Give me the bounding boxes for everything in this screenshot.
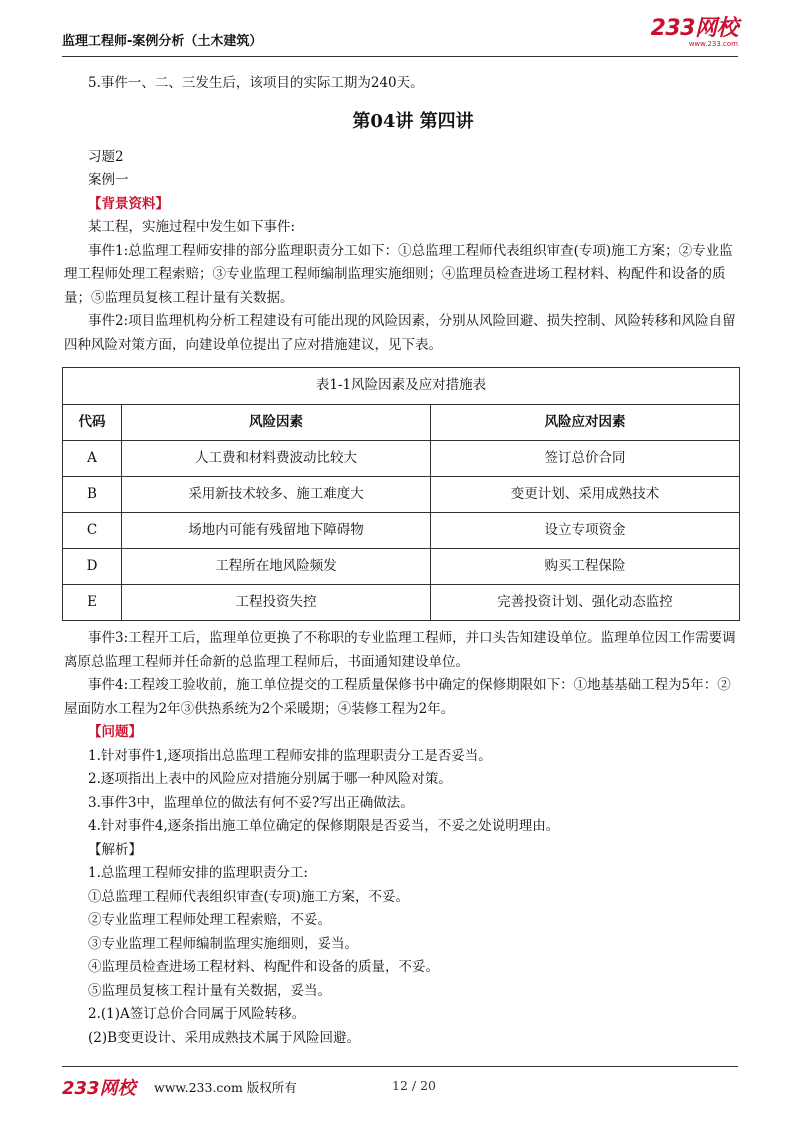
footer-divider [62, 1066, 738, 1067]
background-tag: 【背景资料】 [88, 195, 169, 212]
document-title: 监理工程师-案例分析（土木建筑） [62, 34, 263, 49]
logo-text: 233网校 [650, 16, 738, 41]
page-footer [62, 1068, 738, 1098]
event-3: 事件3:工程开工后，监理单位更换了不称职的专业监理工程师，并口头告知建设单位。监理单位因工作需要调离原总监理工程师并任命新的总监理工程师后，书面通知建设单位。 [64, 630, 736, 670]
cell-code: E [63, 585, 122, 621]
answer-2: 2.(1)A签订总价合同属于风险转移。 [88, 1006, 306, 1022]
cell-risk: 工程所在地风险频发 [122, 549, 431, 585]
logo-url: www.233.com [688, 40, 738, 48]
analysis-tag: 【解析】 [88, 841, 142, 858]
cell-code: C [63, 513, 122, 549]
answer-1-1: ①总监理工程师代表组织审查(专项)施工方案，不妥。 [88, 888, 410, 905]
exercise-label: 习题2 [88, 148, 124, 165]
table-row [63, 585, 740, 621]
cell-response: 完善投资计划、强化动态监控 [431, 585, 740, 621]
table-row [63, 549, 740, 585]
question-1: 1.针对事件1,逐项指出总监理工程师安排的监理职责分工是否妥当。 [88, 747, 492, 764]
page-content [64, 72, 738, 1050]
table-caption: 表1-1风险因素及应对措施表 [63, 368, 740, 405]
paragraph-intro: 某工程，实施过程中发生如下事件: [88, 219, 296, 235]
question-4: 4.针对事件4,逐条指出施工单位确定的保修期限是否妥当，不妥之处说明理由。 [88, 818, 560, 834]
footer-logo: 233网校 [62, 1078, 136, 1099]
cell-response: 设立专项资金 [431, 513, 740, 549]
cell-code: D [63, 549, 122, 585]
table-header-row [63, 405, 740, 441]
cell-response: 变更计划、采用成熟技术 [431, 477, 740, 513]
table-row [63, 513, 740, 549]
question-3: 3.事件3中，监理单位的做法有何不妥?写出正确做法。 [88, 794, 414, 811]
cell-risk: 采用新技术较多、施工难度大 [122, 477, 431, 513]
header-code: 代码 [63, 405, 122, 441]
event-1: 事件1:总监理工程师安排的部分监理职责分工如下：①总监理工程师代表组织审查(专项)施工方案；②专业监理工程师处理工程索赔；③专业监理工程师编制监理实施细则；④监理员检查进场工程材料、构配件和设备的质量；⑤监理员复核工程计量有关数据。 [64, 242, 733, 306]
answer-1-2: ②专业监理工程师处理工程索赔，不妥。 [88, 912, 331, 928]
brand-logo [651, 18, 738, 48]
cell-risk: 场地内可能有残留地下障碍物 [122, 513, 431, 549]
footer-copyright: www.233.com 版权所有 [154, 1080, 297, 1095]
cell-code: B [63, 477, 122, 513]
table-row [63, 441, 740, 477]
header-divider [62, 56, 738, 57]
header-response: 风险应对因素 [431, 405, 740, 441]
question-2: 2.逐项指出上表中的风险应对措施分别属于哪一种风险对策。 [88, 771, 452, 787]
event-4: 事件4:工程竣工验收前，施工单位提交的工程质量保修书中确定的保修期限如下：①地基基础工程为5年：②屋面防水工程为2年③供热系统为2个采暖期；④装修工程为2年。 [64, 677, 731, 717]
cell-response: 购买工程保险 [431, 549, 740, 585]
risk-table [62, 367, 740, 621]
cell-risk: 人工费和材料费波动比较大 [122, 441, 431, 477]
cell-risk: 工程投资失控 [122, 585, 431, 621]
intro-line: 5.事件一、二、三发生后，该项目的实际工期为240天。 [88, 75, 424, 91]
lecture-heading: 第04讲 第四讲 [352, 110, 474, 132]
cell-response: 签订总价合同 [431, 441, 740, 477]
page-header [62, 18, 738, 54]
answer-1: 1.总监理工程师安排的监理职责分工: [88, 865, 308, 881]
answer-1-5: ⑤监理员复核工程计量有关数据，妥当。 [88, 982, 331, 999]
header-risk-factor: 风险因素 [122, 405, 431, 441]
event-2: 事件2:项目监理机构分析工程建设有可能出现的风险因素，分别从风险回避、损失控制、风险转移和风险自留四种风险对策方面，向建设单位提出了应对措施建议，见下表。 [64, 313, 736, 353]
case-label: 案例一 [88, 172, 129, 188]
answer-1-4: ④监理员检查进场工程材料、构配件和设备的质量，不妥。 [88, 959, 439, 975]
answer-1-3: ③专业监理工程师编制监理实施细则，妥当。 [88, 935, 358, 952]
question-tag: 【问题】 [88, 724, 142, 740]
answer-2-2: (2)B变更设计、采用成熟技术属于风险回避。 [88, 1029, 361, 1046]
cell-code: A [63, 441, 122, 477]
page-number: 12 / 20 [392, 1078, 436, 1093]
table-row [63, 477, 740, 513]
